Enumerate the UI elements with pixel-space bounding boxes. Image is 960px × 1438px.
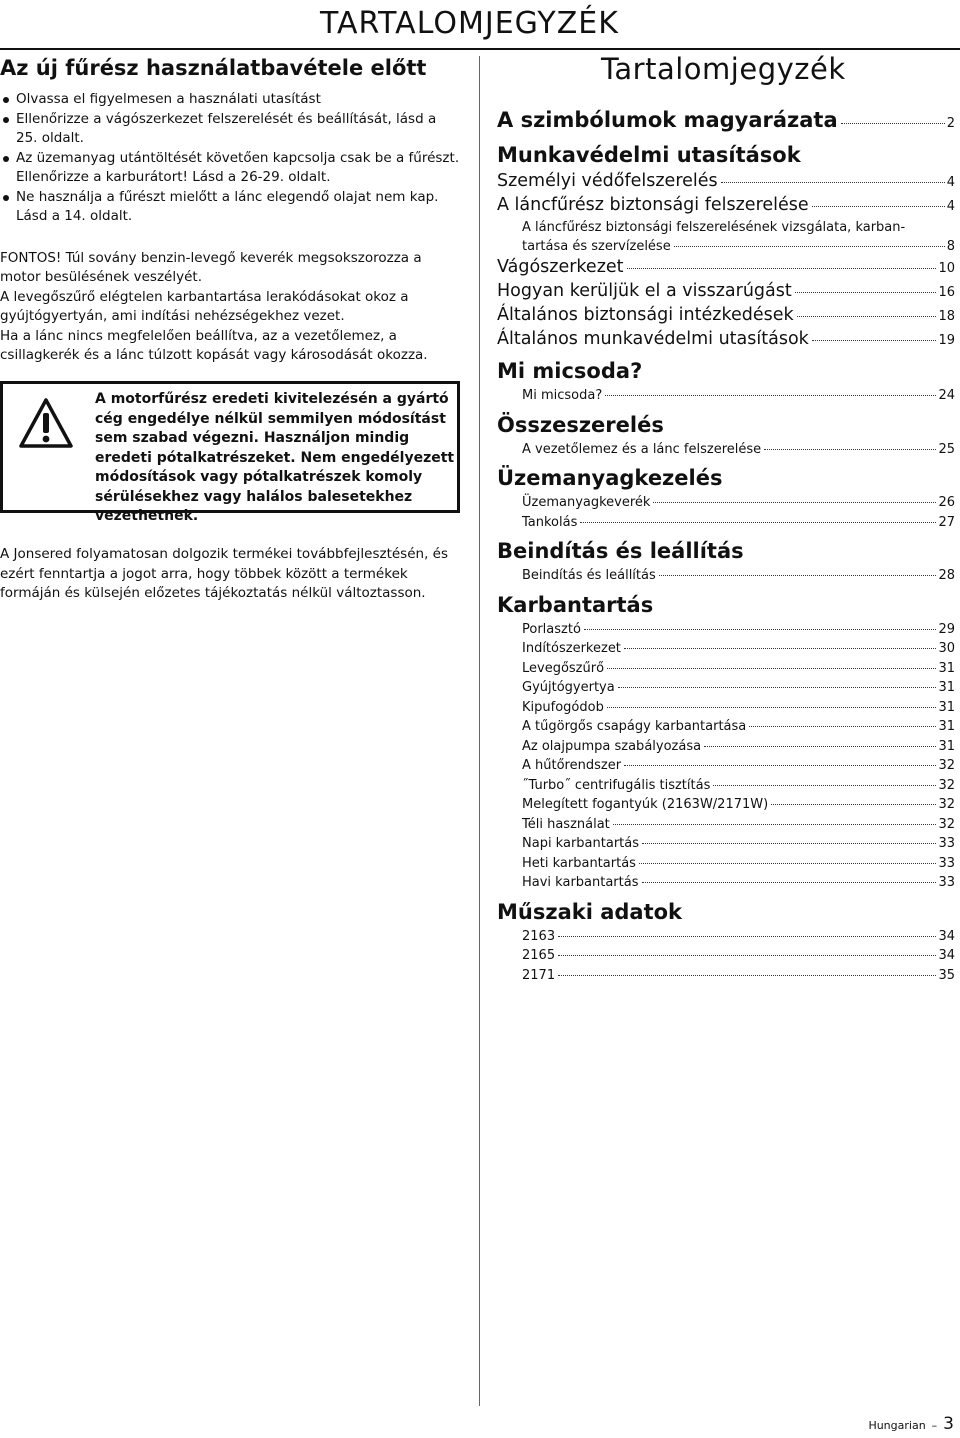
toc-entry[interactable]: A tűgörgős csapágy karbantartása 31 bbox=[522, 719, 955, 734]
checklist bbox=[0, 90, 460, 227]
toc-entry[interactable]: Gyújtógyertya 31 bbox=[522, 680, 955, 695]
important-note: A levegőszűrő elégtelen karbantartása lerakódásokat okoz a gyújtógyertyán, ami indítási nehézségekhez vezet. bbox=[0, 288, 409, 324]
tech-data-list bbox=[497, 927, 955, 986]
toc-list bbox=[497, 106, 955, 985]
column-divider bbox=[479, 56, 480, 1406]
toc-entry[interactable]: A szimbólumok magyarázata 2 bbox=[497, 108, 955, 132]
footer-dash: – bbox=[931, 1419, 938, 1432]
checklist-item: Ellenőrizze a vágószerkezet felszerelését és beállítását, lásd a 25. oldalt. bbox=[0, 110, 460, 149]
toc-entry[interactable]: 2165 34 bbox=[522, 948, 955, 963]
checklist-item: Ne használja a fűrészt mielőtt a lánc elegendő olajat nem kap. Lásd a 14. oldalt. bbox=[0, 188, 460, 227]
page-number: 3 bbox=[943, 1414, 954, 1434]
toc-entry[interactable]: Téli használat 32 bbox=[522, 816, 955, 832]
toc-section-heading: Üzemanyagkezelés bbox=[497, 466, 723, 490]
toc-entry[interactable]: A láncfűrész biztonsági felszerelése 4 bbox=[497, 195, 955, 215]
toc-entry[interactable]: A hűtőrendszer 32 bbox=[522, 758, 955, 773]
toc-entry[interactable]: Személyi védőfelszerelés 4 bbox=[497, 171, 955, 191]
toc-title: Tartalomjegyzék bbox=[601, 52, 846, 86]
toc-entry[interactable]: Üzemanyagkeverék 26 bbox=[522, 495, 955, 510]
toc-entry[interactable]: Hogyan kerüljük el a visszarúgást 16 bbox=[497, 281, 955, 301]
footer-language: Hungarian bbox=[868, 1419, 926, 1432]
toc-entry[interactable]: ˝Turbo˝ centrifugális tisztítás 32 bbox=[522, 777, 955, 793]
bullet-icon bbox=[3, 97, 9, 103]
toc-section-heading: Összeszerelés bbox=[497, 412, 664, 437]
checklist-item: Az üzemanyag utántöltését követően kapcsolja csak be a fűrészt. Ellenőrizze a karburátort! Lásd a 26-29. oldalt. bbox=[0, 149, 460, 188]
toc-entry[interactable]: Levegőszűrő 31 bbox=[522, 660, 955, 676]
toc-entry[interactable]: Porlasztó 29 bbox=[522, 621, 955, 637]
toc-section-heading: Beindítás és leállítás bbox=[497, 539, 744, 563]
checklist-item: Olvassa el figyelmesen a használati utasítást bbox=[0, 90, 460, 110]
toc-entry[interactable]: Vágószerkezet 10 bbox=[497, 257, 955, 277]
intro-heading: Az új fűrész használatbavétele előtt bbox=[0, 56, 427, 80]
page-header bbox=[0, 4, 960, 50]
toc-entry[interactable]: Mi micsoda? 24 bbox=[522, 388, 955, 403]
toc-entry[interactable]: Melegített fogantyúk (2163W/2171W) 32 bbox=[522, 797, 955, 812]
toc-entry[interactable]: Beindítás és leállítás 28 bbox=[522, 568, 955, 583]
toc-entry[interactable]: Havi karbantartás 33 bbox=[522, 875, 955, 890]
toc-entry[interactable]: Az olajpumpa szabályozása 31 bbox=[522, 738, 955, 754]
intro-column bbox=[0, 56, 460, 366]
table-of-contents bbox=[497, 52, 955, 985]
warning-box bbox=[0, 381, 460, 524]
important-note: FONTOS! Túl sovány benzin-levegő keverék megsokszorozza a motor besülésének veszélyét. bbox=[0, 249, 422, 285]
toc-entry[interactable]: Általános munkavédelmi utasítások 19 bbox=[497, 329, 955, 349]
toc-entry[interactable]: 2171 35 bbox=[522, 967, 955, 983]
toc-section-heading: Munkavédelmi utasítások bbox=[497, 143, 801, 167]
bullet-icon bbox=[3, 117, 9, 123]
warning-triangle-icon bbox=[19, 398, 73, 448]
toc-section-heading: Mi micsoda? bbox=[497, 359, 643, 383]
toc-entry[interactable]: Kipufogódob 31 bbox=[522, 699, 955, 715]
toc-entry[interactable]: A láncfűrész biztonsági felszerelésének vizsgálata, karban- tartása és szervízelése 8 bbox=[522, 220, 955, 254]
toc-entry[interactable]: Indítószerkezet 30 bbox=[522, 641, 955, 656]
toc-entry[interactable]: Napi karbantartás 33 bbox=[522, 836, 955, 851]
toc-entry[interactable]: 2163 34 bbox=[522, 928, 955, 944]
warning-text: A motorfűrész eredeti kivitelezésén a gyártó cég engedélye nélkül semmilyen módosítást sem szabad végezni. Használjon mindig eredeti pótalkatrészeket. Nem engedélyezett módosítások vagy pótalkatrészek komoly sérülésekhez vagy halálos balesetekhez vezethetnek. bbox=[95, 391, 455, 524]
bullet-icon bbox=[3, 156, 9, 162]
maintenance-list bbox=[497, 620, 955, 893]
manufacturer-note: A Jonsered folyamatosan dolgozik termékei továbbfejlesztésén, és ezért fenntartja a jogot arra, hogy többek között a termékek formáján és külsején előzetes tájékoztatás nélkül változtasson. bbox=[0, 546, 448, 601]
toc-entry[interactable]: Heti karbantartás 33 bbox=[522, 855, 955, 871]
toc-entry[interactable]: Általános biztonsági intézkedések 18 bbox=[497, 305, 955, 325]
important-notes bbox=[0, 249, 460, 366]
bullet-icon bbox=[3, 195, 9, 201]
toc-section-heading: Műszaki adatok bbox=[497, 899, 683, 924]
page-footer bbox=[868, 1414, 954, 1434]
toc-entry[interactable]: A vezetőlemez és a lánc felszerelése 25 bbox=[522, 441, 955, 457]
toc-entry[interactable]: Tankolás 27 bbox=[522, 514, 955, 530]
important-note: Ha a lánc nincs megfelelően beállítva, az a vezetőlemez, a csillagkerék és a lánc túlzott kopását vagy károsodását okozza. bbox=[0, 327, 428, 363]
toc-section-heading: Karbantartás bbox=[497, 592, 654, 617]
page-title: TARTALOMJEGYZÉK bbox=[320, 6, 619, 41]
